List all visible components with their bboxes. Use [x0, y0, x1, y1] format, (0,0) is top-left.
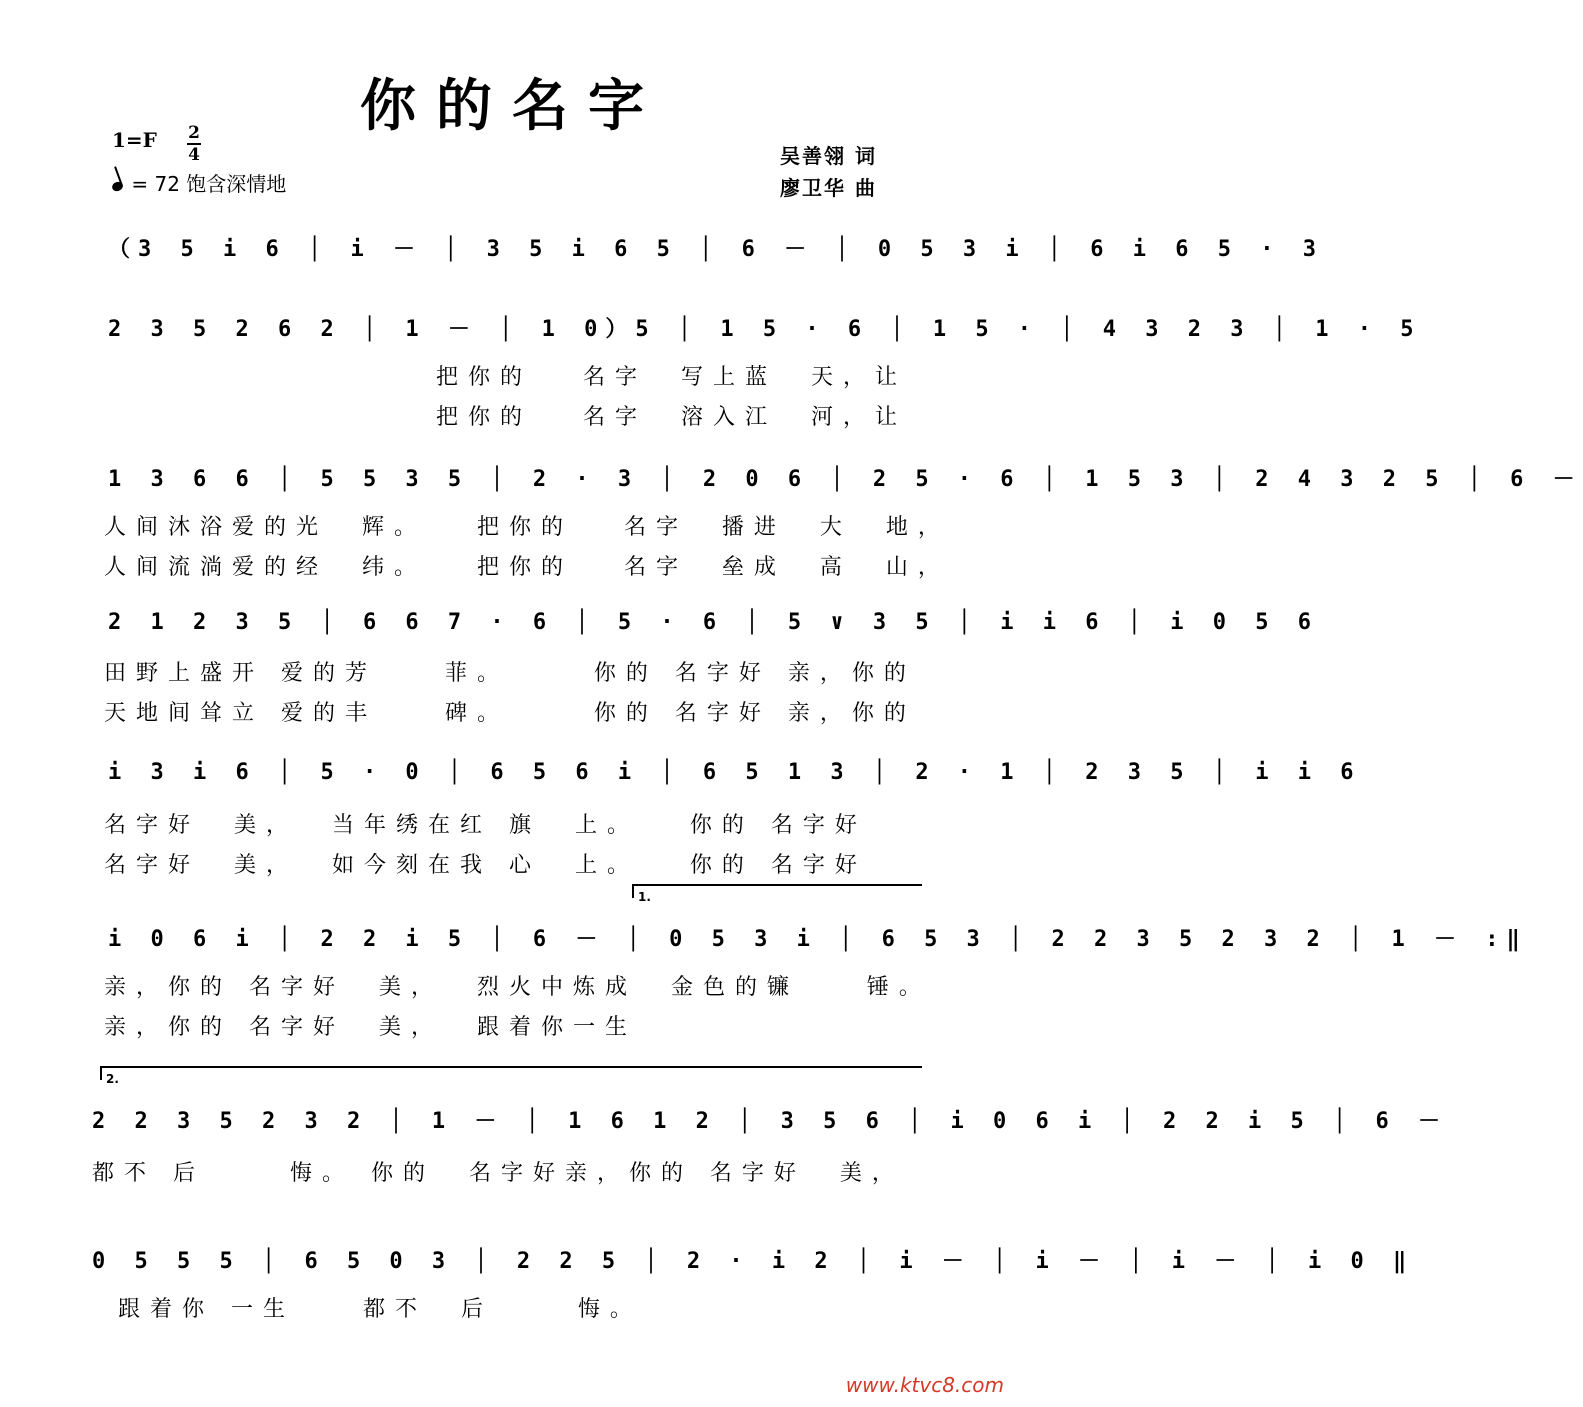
- lyric-line-7: 名字好 美， 当年绣在红 旗 上。 你的 名字好: [104, 813, 867, 838]
- lyricist-credit: 吴善翎 词: [780, 144, 877, 168]
- lyric-line-5: 田野上盛开 爱的芳 菲。 你的 名字好 亲，你的: [104, 661, 916, 686]
- notation-text: i 0 6 i │ 2 2 i 5 │ 6 － │ 0 5 3 i │ 6 5 3 │ 2 2 3 5 2 3 2 │ 1 － :‖: [108, 927, 1528, 952]
- volta-first-ending: [632, 884, 922, 904]
- notation-row-8: [92, 1244, 1415, 1280]
- volta-label: 2.: [106, 1072, 119, 1086]
- notation-text: i 3 i 6 │ 5 · 0 │ 6 5 6 i │ 6 5 1 3 │ 2 · 1 │ 2 3 5 │ i i 6: [108, 760, 1362, 785]
- notation-text: 0 5 5 5 │ 6 5 0 3 │ 2 2 5 │ 2 · i 2 │ i － │ i － │ i － │ i 0 ‖: [92, 1249, 1415, 1274]
- lyric-line-6: 天地间耸立 爱的丰 碑。 你的 名字好 亲，你的: [104, 701, 916, 726]
- lyric-line-3: 人间沐浴爱的光 辉。 把你的 名字 播进 大 地，: [104, 515, 950, 540]
- key-signature: 1=F: [112, 128, 157, 152]
- song-title: 你的名字: [360, 73, 664, 139]
- time-signature: [186, 124, 202, 164]
- volta-label: 1.: [638, 890, 651, 904]
- composer-credit: 廖卫华 曲: [780, 176, 877, 200]
- lyric-line-8: 名字好 美， 如今刻在我 心 上。 你的 名字好: [104, 853, 867, 878]
- notation-text: 2 1 2 3 5 │ 6 6 7 · 6 │ 5 · 6 │ 5 ∨ 3 5 │ i i 6 │ i 0 5 6: [108, 610, 1319, 635]
- lyric-line-10: 亲，你的 名字好 美， 跟着你一生: [104, 1015, 637, 1040]
- notation-row-5: [108, 760, 1362, 796]
- notation-row-1: [108, 232, 1324, 268]
- lyric-line-4: 人间流淌爱的经 纬。 把你的 名字 垒成 高 山，: [104, 555, 950, 580]
- time-sig-bottom: 4: [188, 145, 200, 165]
- notation-text: （3 5 i 6 │ i － │ 3 5 i 6 5 │ 6 － │ 0 5 3 i │ 6 i 6 5 · 3: [108, 237, 1324, 262]
- notation-text: 1 3 6 6 │ 5 5 3 5 │ 2 · 3 │ 2 0 6 │ 2 5 · 6 │ 1 5 3 │ 2 4 3 2 5 │ 6 －: [108, 467, 1583, 492]
- tempo-marking: [112, 168, 286, 197]
- notation-row-6: [108, 922, 1528, 958]
- notation-row-4: [108, 610, 1319, 646]
- lyric-line-9: 亲，你的 名字好 美， 烈火中炼成 金色的镰 锤。: [104, 975, 931, 1000]
- lyric-line-11: 都不 后 悔。 你的 名字好亲，你的 名字好 美，: [92, 1161, 904, 1186]
- notation-row-3: [108, 462, 1583, 498]
- lyric-line-1: 把你的 名字 写上蓝 天，让: [436, 365, 907, 390]
- notation-row-7: [92, 1104, 1448, 1140]
- notation-text: 2 3 5 2 6 2 │ 1 － │ 1 0）5 │ 1 5 · 6 │ 1 5 · │ 4 3 2 3 │ 1 · 5: [108, 317, 1422, 342]
- notation-row-2: [108, 312, 1422, 348]
- quarter-note-icon: [111, 180, 124, 192]
- site-watermark: www.ktvc8.com: [845, 1373, 1004, 1397]
- lyric-line-2: 把你的 名字 溶入江 河，让: [436, 405, 907, 430]
- volta-second-ending: [100, 1066, 922, 1086]
- lyric-line-12: 跟着你 一生 都不 后 悔。: [118, 1297, 642, 1322]
- notation-text: 2 2 3 5 2 3 2 │ 1 － │ 1 6 1 2 │ 3 5 6 │ i 0 6 i │ 2 2 i 5 │ 6 －: [92, 1109, 1448, 1134]
- time-sig-top: 2: [188, 123, 200, 143]
- tempo-text: = 72 饱含深情地: [131, 172, 287, 196]
